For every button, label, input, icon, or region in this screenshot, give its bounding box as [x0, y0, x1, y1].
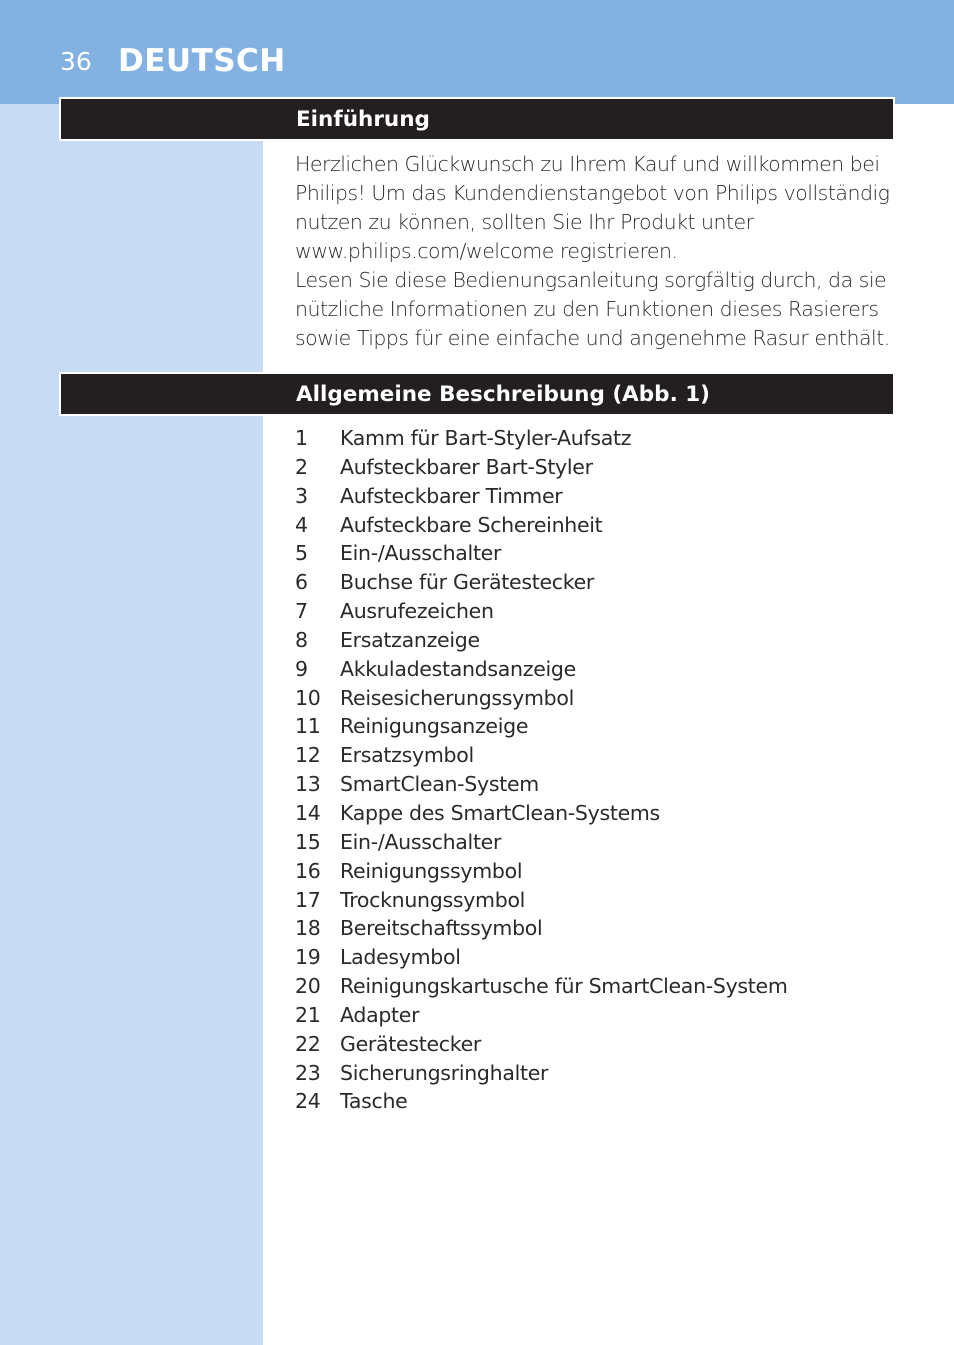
item-number: 14	[295, 800, 321, 825]
item-number: 23	[295, 1060, 321, 1085]
item-number: 12	[295, 743, 321, 768]
item-label: Aufsteckbarer Timmer	[340, 483, 563, 508]
item-label: Ausrufezeichen	[340, 599, 494, 624]
list-item	[295, 1087, 788, 1116]
item-number: 19	[295, 945, 321, 970]
item-label: Gerätestecker	[340, 1031, 482, 1056]
item-label: Kamm für Bart-Styler-Aufsatz	[340, 426, 632, 450]
item-number: 8	[295, 627, 308, 652]
item-number: 13	[295, 772, 321, 797]
item-label: Ein-/Ausschalter	[340, 541, 502, 566]
item-label: Tasche	[340, 1089, 408, 1114]
list-item	[295, 539, 788, 568]
list-item	[295, 857, 788, 886]
item-label: Reinigungssymbol	[340, 858, 523, 883]
item-label: Reinigungskartusche für SmartClean-System	[340, 974, 788, 999]
item-number: 3	[295, 483, 308, 508]
list-item	[295, 828, 788, 857]
list-item	[295, 1059, 788, 1088]
language-title: DEUTSCH	[118, 43, 286, 79]
list-item	[295, 943, 788, 972]
intro-text	[295, 150, 905, 353]
intro-paragraph: Lesen Sie diese Bedienungsanleitung sorgfältig durch, da sie nützliche Informationen zu den Funktionen dieses Rasierers sowie Tipps für eine einfache und angenehme Rasur enthält.	[295, 268, 890, 350]
item-number: 20	[295, 974, 321, 999]
item-label: Aufsteckbare Schereinheit	[340, 512, 603, 537]
list-item	[295, 626, 788, 655]
item-number: 10	[295, 685, 321, 710]
item-label: Kappe des SmartClean-Systems	[340, 800, 660, 825]
list-item	[295, 1001, 788, 1030]
item-number: 1	[295, 426, 308, 450]
item-number: 6	[295, 570, 308, 595]
item-number: 2	[295, 454, 308, 479]
item-label: Ersatzanzeige	[340, 627, 480, 652]
item-number: 21	[295, 1002, 321, 1027]
list-item	[295, 741, 788, 770]
item-label: Trocknungssymbol	[340, 887, 526, 912]
list-item	[295, 972, 788, 1001]
item-number: 16	[295, 858, 321, 883]
list-item	[295, 568, 788, 597]
item-number: 7	[295, 599, 308, 624]
item-number: 18	[295, 916, 321, 941]
list-item	[295, 799, 788, 828]
list-item	[295, 684, 788, 713]
list-item	[295, 655, 788, 684]
item-label: Ersatzsymbol	[340, 743, 474, 768]
section-title-description: Allgemeine Beschreibung (Abb. 1)	[296, 382, 711, 407]
item-label: Ein-/Ausschalter	[340, 829, 502, 854]
page-number: 36	[60, 47, 92, 76]
item-label: Bereitschaftssymbol	[340, 916, 543, 941]
item-number: 15	[295, 829, 321, 854]
item-number: 17	[295, 887, 321, 912]
item-label: Sicherungsringhalter	[340, 1060, 549, 1085]
intro-paragraph: Herzlichen Glückwunsch zu Ihrem Kauf und willkommen bei Philips! Um das Kundendienstangebot von Philips vollständig nutzen zu können, sollten Sie Ihr Produkt unter www.philips.com/welcome registrieren.	[295, 152, 890, 263]
item-label: Reisesicherungssymbol	[340, 685, 575, 710]
section-header-description	[59, 372, 895, 416]
list-item	[295, 424, 788, 453]
section-header-intro	[59, 97, 895, 141]
item-number: 9	[295, 656, 308, 681]
item-number: 11	[295, 714, 321, 739]
list-item	[295, 886, 788, 915]
list-item	[295, 453, 788, 482]
item-label: Ladesymbol	[340, 945, 461, 970]
item-label: Akkuladestandsanzeige	[340, 656, 576, 681]
section-title-intro: Einführung	[296, 107, 430, 132]
item-label: Reinigungsanzeige	[340, 714, 529, 739]
left-margin-column	[0, 104, 263, 1345]
list-item	[295, 1030, 788, 1059]
item-label: Adapter	[340, 1002, 420, 1027]
item-label: SmartClean-System	[340, 772, 539, 797]
item-number: 22	[295, 1031, 321, 1056]
item-number: 24	[295, 1089, 321, 1114]
list-item	[295, 597, 788, 626]
list-item	[295, 914, 788, 943]
list-item	[295, 511, 788, 540]
parts-list	[295, 424, 788, 1116]
list-item	[295, 770, 788, 799]
item-label: Aufsteckbarer Bart-Styler	[340, 454, 593, 479]
item-number: 4	[295, 512, 308, 537]
list-item	[295, 712, 788, 741]
item-number: 5	[295, 541, 308, 566]
list-item	[295, 482, 788, 511]
item-label: Buchse für Gerätestecker	[340, 570, 595, 595]
